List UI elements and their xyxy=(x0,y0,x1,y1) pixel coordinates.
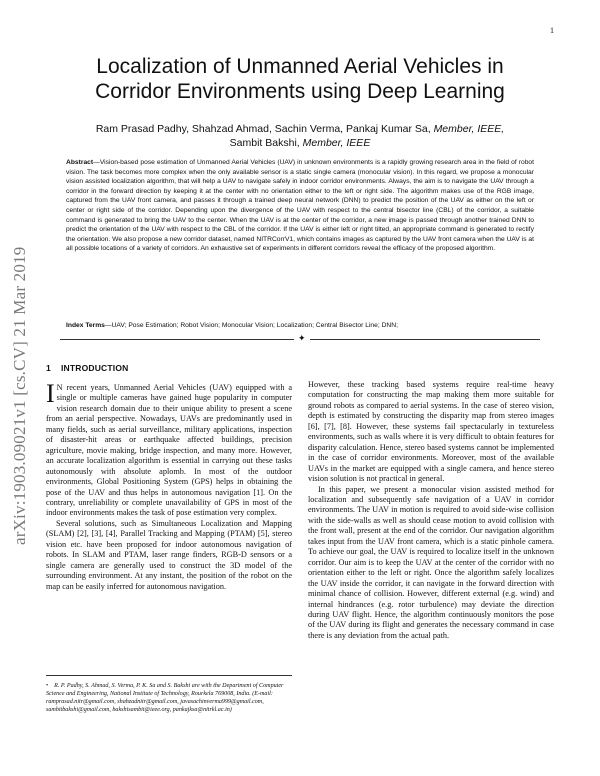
title-line-1: Localization of Unmanned Aerial Vehicles in xyxy=(96,55,504,78)
abstract-label: Abstract xyxy=(66,159,94,166)
abstract-body: —Vision-based pose estimation of Unmanned Aerial Vehicles (UAV) in unknown environments is a rapidly growing research area in the field of robot vision. The task becomes more complex when the only available sensor is a static single camera (monocular vision). In this regard, we propose a monocular vision assisted localization algorithm, that will help a UAV to navigate safely in indoor corridor environments. Always, the aim is to navigate the UAV through a corridor in the forward direction by keeping it at the center with no orientation either to the left or right side. The algorithm makes use of the RGB image, captured from the UAV front camera, and passes it through a trained deep neural network (DNN) to predict the position of the UAV as either on the left or center or right side of the corridor. Depending upon the divergence of the UAV with respect to the central bisector line (CBL) of the corridor, a suitable command is generated to bring the UAV to the center. When the UAV is at the center of the corridor, a new image is passed through another trained DNN to predict the orientation of the UAV with respect to the CBL of the corridor. If the UAV is either left or right tilted, an appropriate command is generated to rectify the orientation. We also propose a new corridor dataset, named NITRCorrV1, which contains images as captured by the UAV front camera when the UAV is at all possible locations of a variety of corridors. An exhaustive set of experiments in different corridors reveal the efficacy of the proposed algorithm. xyxy=(66,159,534,253)
intro-paragraph-2: Several solutions, such as Simultaneous Localization and Mapping (SLAM) [2], [3], [4], Parallel Tracking and Mapping (PTAM) [5], stereo vision etc. have been proposed for indoor autonomous navigation of robots. In SLAM and PTAM, laser range finders, RGB-D sensors or a single camera are generally used to construct the 3D model of the surrounding environment. At any instant, the position of the robot on the map can be easily inferred for autonomous navigation. xyxy=(46,518,292,591)
footnote xyxy=(46,682,292,714)
author-names-1: Ram Prasad Padhy, Shahzad Ahmad, Sachin Verma, Pankaj Kumar Sa, xyxy=(95,123,434,135)
index-terms xyxy=(66,321,534,331)
author-membership-2: Member, IEEE xyxy=(302,137,371,149)
intro-paragraph-1-text: N recent years, Unmanned Aerial Vehicles (UAV) equipped with a single or multiple cameras have gained huge popularity in computer vision research domain due to their unique ability to present a scene from an aerial perspective. Nowadays, UAVs are predominantly used in many fields, such as aerial surveillance, military applications, inspection of disaster-hit areas or earthquake affected buildings, precision agriculture, movie making, bridge inspection, and many more. However, an accurate localization algorithm is essential in carrying out these tasks autonomously with absolute aplomb. In most of the outdoor environments, Global Positioning System (GPS) helps in obtaining the pose of the UAV and thus helps in autonomous navigation [1]. On the contrary, unreliability or complete unavailability of GPS in most of the indoor environments makes the task of pose estimation very complex. xyxy=(46,383,292,518)
page-number: 1 xyxy=(550,26,554,35)
arxiv-stamp: arXiv:1903.09021v1 [cs.CV] 21 Mar 2019 xyxy=(10,246,29,545)
section-number: 1 xyxy=(46,363,51,373)
section-heading xyxy=(46,363,129,373)
paper-title xyxy=(40,54,560,104)
intro-paragraph-3: However, these tracking based systems require real-time heavy computation for constructing the map making them more suitable for ground robots as compared to aerial systems. In the case of stereo vision, depth is estimated by constructing the disparity map from stereo images [6], [7], [8]. However, these systems fail spectacularly in textureless environments, such as walls where it is very difficult to obtain features for disparity calculation. Hence, stereo based systems cannot be implemented in the case of corridor environments. Moreover, most of the available UAVs in the market are equipped with a single camera, and hence stereo vision solution is not practical in general. xyxy=(308,380,554,484)
author-membership-1: Member, IEEE, xyxy=(433,123,505,135)
author-list xyxy=(60,122,540,150)
author-names-2: Sambit Bakshi, xyxy=(229,137,303,149)
divider-ornament: ✦ xyxy=(294,333,310,343)
right-column xyxy=(308,380,554,641)
index-terms-body: —UAV; Pose Estimation; Robot Vision; Monocular Vision; Localization; Central Bisector Line; DNN; xyxy=(104,322,398,329)
footnote-text: R. P. Padhy, S. Ahmad, S. Verma, P. K. Sa and S. Bakshi are with the Department of Computer Science and Engineering, National Institute of Technology, Rourkela 769008, India. (E-mail: ramprasad.nitr@gmail.com, shahzadnitr@gmail.com, javasachinverma999@gmail.com, sambitbakshi@gmail.com, bakshisambit@ieee.org, pankajksa@nitrkl.ac.in) xyxy=(46,683,284,713)
authors-line-1 xyxy=(60,122,540,136)
intro-paragraph-4: In this paper, we present a monocular vision assisted method for localization and subsequently safe navigation of a UAV in corridor environments. The UAV in motion is required to avoid side-wise collision with the side-walls as well as should cease motion to avoid collision with the front wall, present at the end of the corridor. Our navigation algorithm takes input from the UAV front camera, which is a static pinhole camera. To achieve our goal, the UAV is required to localize itself in the unknown corridor. Our aim is to keep the UAV at the center of the corridor with no orientation either to the left or right. Once the algorithm safely localizes the UAV inside the corridor, it can navigate in the forward direction with minimal chance of collision. However, different external (e.g. wind) and internal hindrances (e.g. rotor turbulence) may deviate the direction during UAV flight. Hence, the algorithm continuously monitors the pose of the UAV during its flight and generates the necessary command in case there is any deviation from the actual path. xyxy=(308,484,554,640)
abstract xyxy=(66,158,534,254)
left-column xyxy=(46,379,292,592)
drop-cap: I xyxy=(46,379,55,408)
index-terms-label: Index Terms xyxy=(66,322,105,329)
title-line-2: Corridor Environments using Deep Learning xyxy=(95,80,505,103)
footnote-bullet: • xyxy=(46,683,49,689)
authors-line-2 xyxy=(60,136,540,150)
intro-paragraph-1 xyxy=(46,379,292,519)
footnote-rule xyxy=(46,675,292,676)
section-title: INTRODUCTION xyxy=(60,363,129,373)
